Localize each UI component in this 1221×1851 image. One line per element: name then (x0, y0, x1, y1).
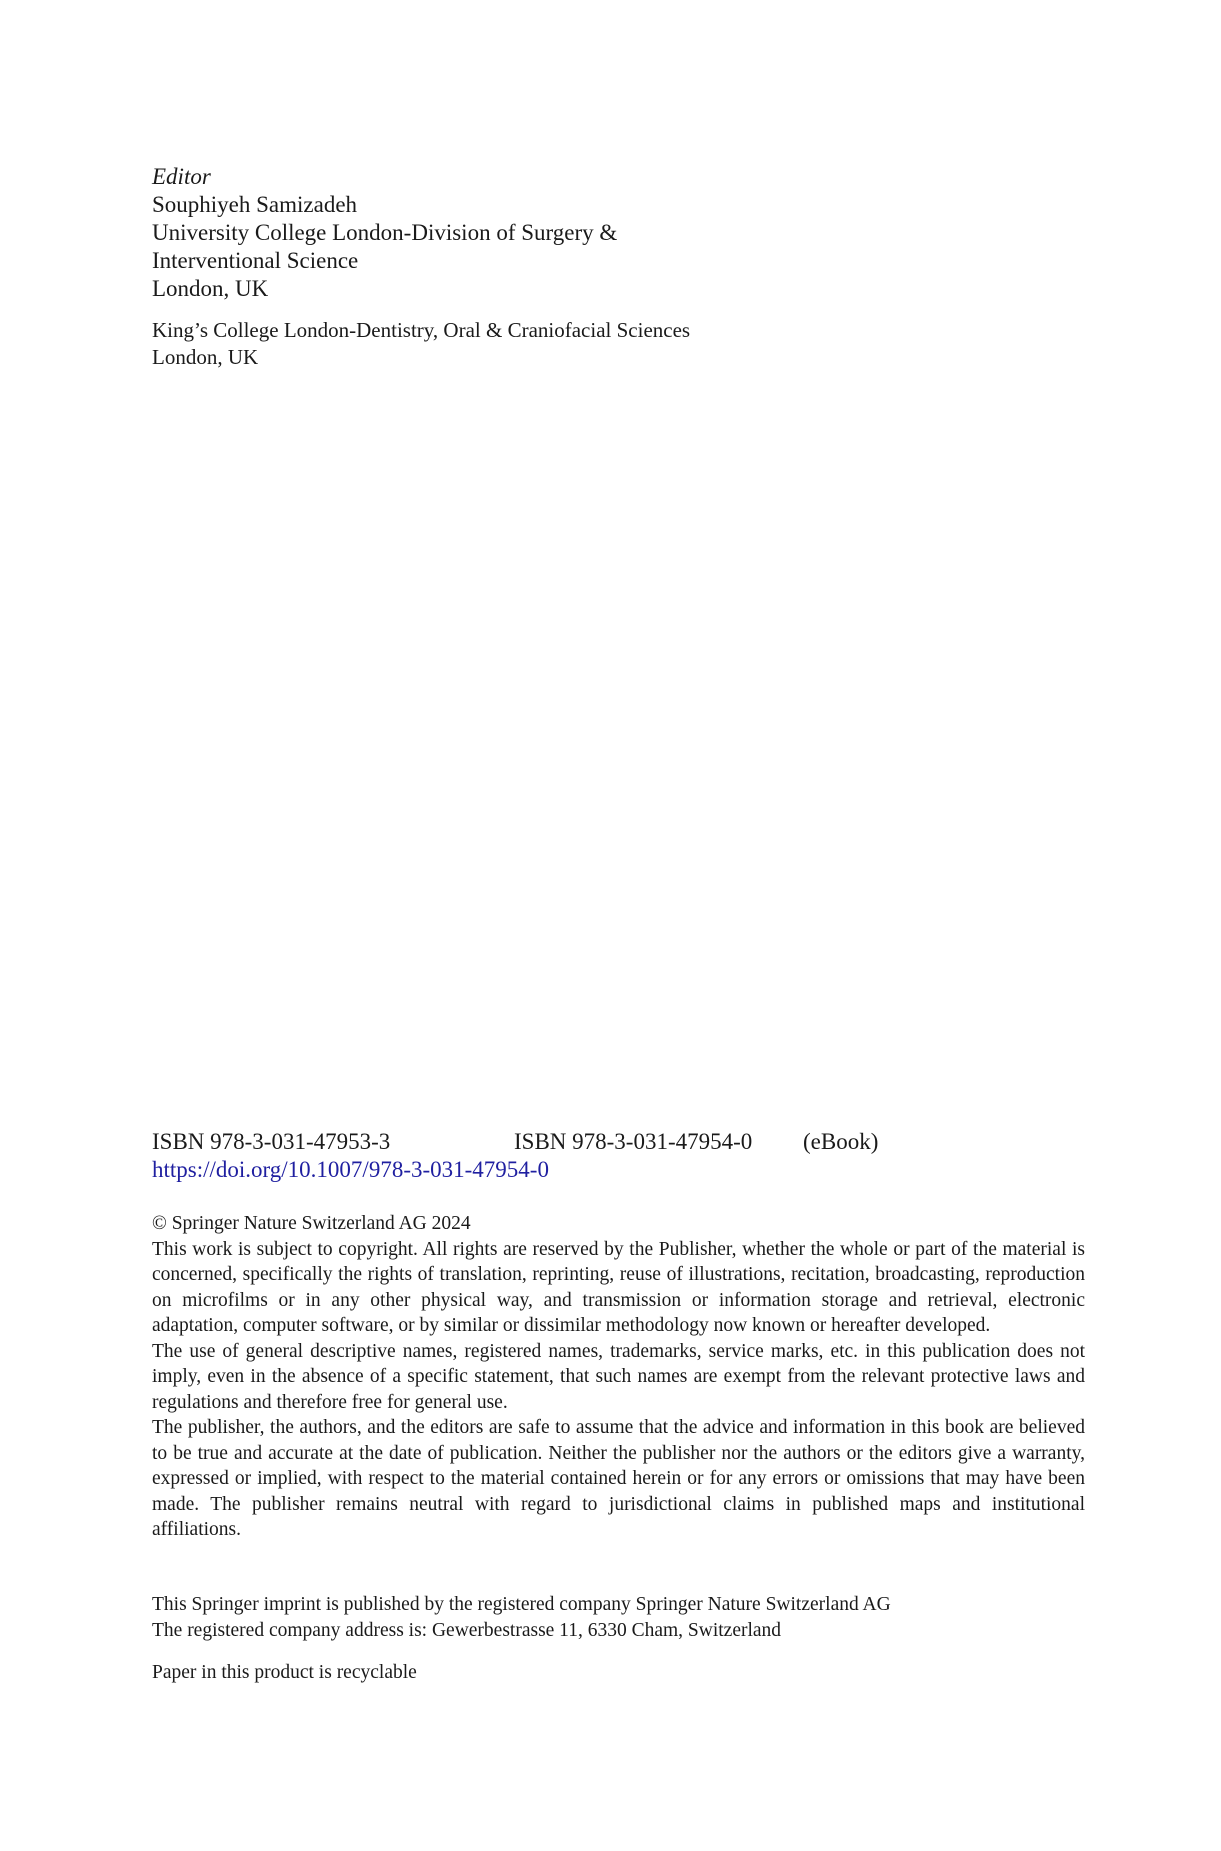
copyright-paragraph-rights: This work is subject to copyright. All rights are reserved by the Publisher, whether the whole or part of the material is concerned, specifically the rights of translation, reprinting, reuse of illustrations, recitation, broadcasting, reproduction on microfilms or in any other physical way, and transmission or information storage and retrieval, electronic adaptation, computer software, or by similar or dissimilar methodology now known or hereafter developed. (152, 1238, 1085, 1336)
isbn-row (152, 1128, 1092, 1156)
imprint-address-line: The registered company address is: Gewerbestrasse 11, 6330 Cham, Switzerland (152, 1619, 782, 1641)
isbn-block (152, 1128, 1092, 1184)
isbn-print: ISBN 978-3-031-47953-3 (152, 1129, 391, 1154)
imprint-publisher-line: This Springer imprint is published by the registered company Springer Nature Switzerland AG (152, 1594, 891, 1615)
isbn-ebook-label: (eBook) (803, 1129, 879, 1154)
copyright-paragraph-disclaimer: The publisher, the authors, and the editors are safe to assume that the advice and information in this book are believed to be true and accurate at the date of publication. Neither the publisher nor the authors or the editors give a warranty, expressed or implied, with respect to the material contained herein or for any errors or omissions that may have been made. The publisher remains neutral with regard to jurisdictional claims in published maps and institutional affiliations. (152, 1417, 1085, 1540)
editor-affiliation-1-line-3: London, UK (152, 276, 269, 301)
doi-link[interactable]: https://doi.org/10.1007/978-3-031-47954-0 (152, 1157, 549, 1182)
editor-block (152, 163, 1052, 371)
editor-affiliation-2-line-2: London, UK (152, 345, 259, 369)
editor-role: Editor (152, 164, 211, 189)
copyright-line: © Springer Nature Switzerland AG 2024 (152, 1213, 471, 1234)
copyright-notice (152, 1211, 1085, 1543)
editor-affiliation-1-line-2: Interventional Science (152, 248, 359, 273)
editor-affiliation-2 (152, 317, 1052, 371)
imprint-block (152, 1592, 1085, 1686)
editor-name: Souphiyeh Samizadeh (152, 192, 358, 217)
recyclable-notice: Paper in this product is recyclable (152, 1662, 417, 1683)
isbn-ebook: ISBN 978-3-031-47954-0 (514, 1129, 753, 1154)
copyright-paragraph-trademarks: The use of general descriptive names, registered names, trademarks, service marks, etc. in this publication does not imply, even in the absence of a specific statement, that such names are exempt from the relevant protective laws and regulations and therefore free for general use. (152, 1340, 1085, 1413)
editor-affiliation-1-line-1: University College London-Division of Surgery & (152, 220, 618, 245)
editor-affiliation-2-line-1: King’s College London-Dentistry, Oral & Craniofacial Sciences (152, 318, 691, 342)
